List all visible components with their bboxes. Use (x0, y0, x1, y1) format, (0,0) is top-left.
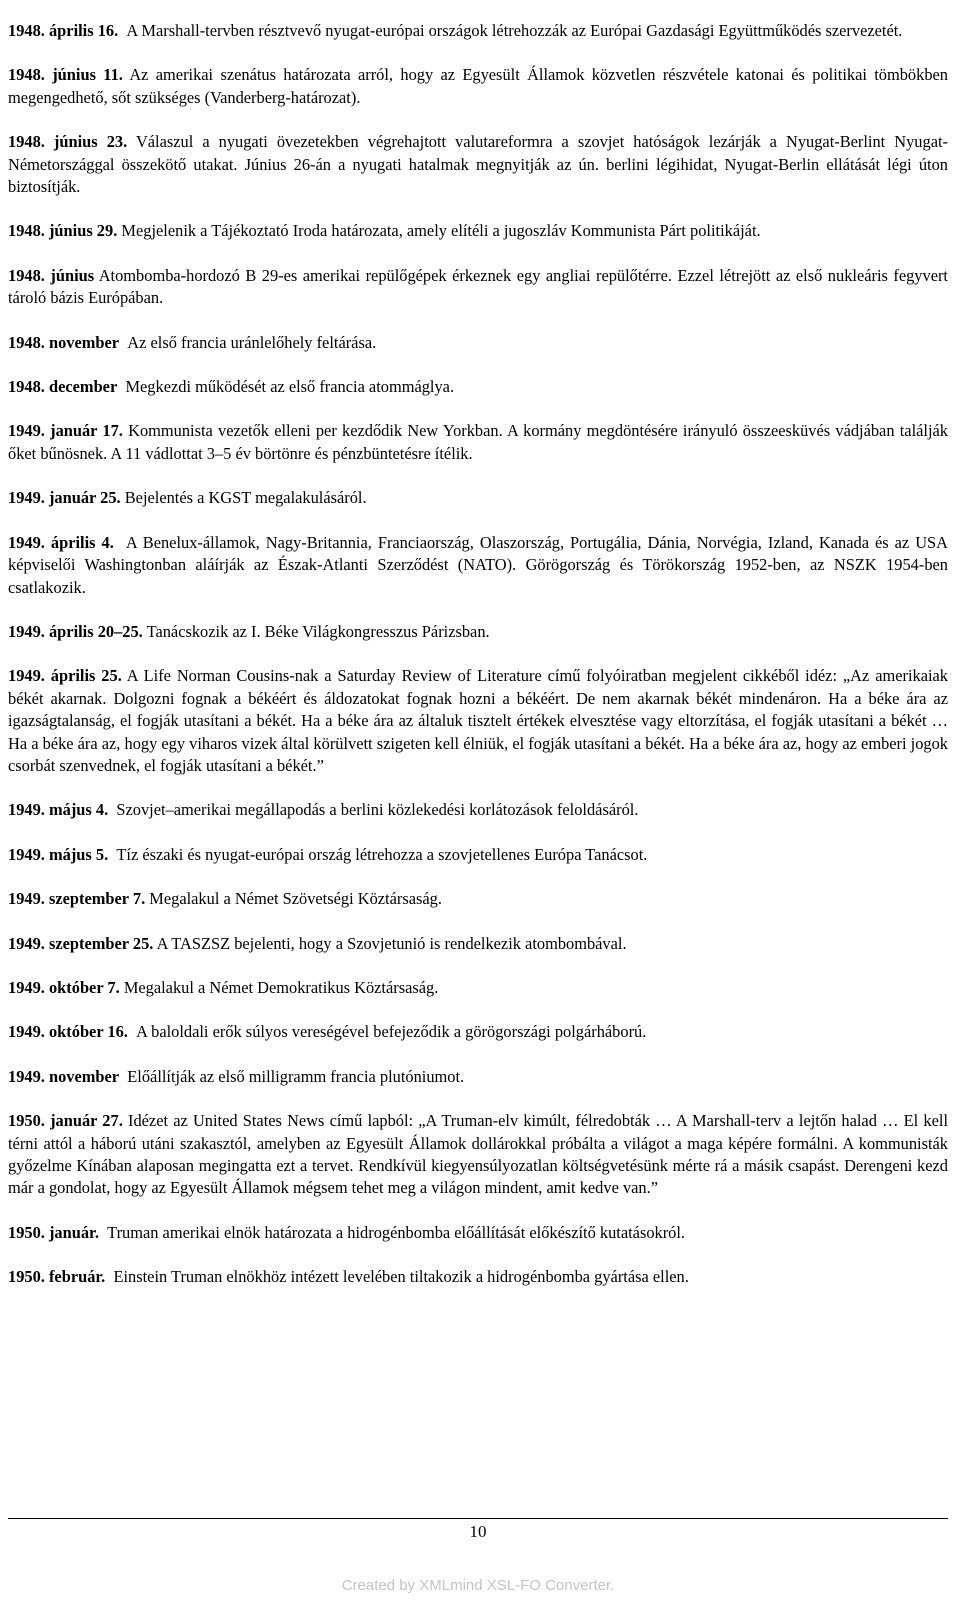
chronology-entry (8, 1222, 948, 1244)
entry-date: 1949. április 25. (8, 666, 122, 686)
chronology-entry (8, 64, 948, 109)
page-number: 10 (469, 1522, 487, 1541)
entry-text: Kommunista vezetők elleni per kezdődik New Yorkban. A kormány megdöntésére irányuló összeesküvés vádjában találják őket bűnösnek. A 11 vádlottat 3–5 év börtönre és pénzbüntetésre ítélik. (8, 421, 948, 463)
chronology-entry (8, 265, 948, 310)
entry-text: A baloldali erők súlyos vereségével befejeződik a görögországi polgárháború. (136, 1022, 647, 1042)
entry-text: Válaszul a nyugati övezetekben végrehajtott valutareformra a szovjet hatóságok lezárják a Nyugat-Berlint Nyugat-Németországgal összekötő utakat. Június 26-án a nyugati hatalmak megnyitják az ún. berlini légihidat, Nyugat-Berlin ellátását légi úton biztosítják. (8, 132, 948, 197)
entry-date: 1948. június 23. (8, 132, 128, 152)
chronology-entry (8, 1266, 948, 1288)
chronology-entry (8, 621, 948, 643)
entry-date: 1949. április 4. (8, 532, 114, 552)
entry-text: Bejelentés a KGST megalakulásáról. (124, 488, 367, 508)
entry-date: 1949. január 25. (8, 488, 121, 508)
chronology-entry (8, 332, 948, 354)
entry-text: Atombomba-hordozó B 29-es amerikai repülőgépek érkeznek egy angliai repülőtérre. Ezzel létrejött az első nukleáris fegyvert tároló bázis Európában. (8, 265, 948, 308)
entry-date: 1949. május 4. (8, 800, 109, 820)
entry-text: A Life Norman Cousins-nak a Saturday Review of Literature című folyóiratban megjelent cikkéből idéz: „Az amerikaiak békét akarnak. Dolgozni fognak a békéért és áldozatokat fognak hozni a békéért. De nem akarnak békét mindenáron. Ha a béke ára az igazságtalanság, el fogják utasítani a békét. Ha a béke ára az általuk tisztelt értékek elvesztése vagy eltorzítása, el fogják utasítani a békét … Ha a béke ára az, hogy egy viharos vizek által körülvett szigeten kell élniük, el fogják utasítani a békét. Ha a béke ára az, hogy az emberi jogok csorbát szenvednek, el fogják utasítani a békét.” (8, 666, 948, 775)
entry-text: Megalakul a Német Szövetségi Köztársaság. (149, 889, 442, 909)
chronology-entry (8, 665, 948, 777)
entry-date: 1948. június 29. (8, 221, 118, 241)
entry-date: 1948. december (8, 377, 118, 397)
entry-date: 1949. október 7. (8, 977, 120, 997)
entry-text: A TASZSZ bejelenti, hogy a Szovjetunió is rendelkezik atombombával. (156, 933, 627, 953)
chronology-entry (8, 933, 948, 955)
chronology-entry (8, 420, 948, 465)
chronology-entry (8, 1066, 948, 1088)
footer-divider (8, 1518, 948, 1519)
document-body (8, 20, 948, 1311)
entry-text: Megkezdi működését az első francia atommáglya. (125, 377, 455, 397)
entry-text: Tíz északi és nyugat-európai ország létrehozza a szovjetellenes Európa Tanácsot. (116, 844, 648, 864)
chronology-entry (8, 799, 948, 821)
chronology-entry (8, 220, 948, 242)
converter-watermark: Created by XMLmind XSL-FO Converter. (341, 1577, 615, 1594)
entry-text: Einstein Truman elnökhöz intézett levelében tiltakozik a hidrogénbomba gyártása ellen. (113, 1267, 689, 1287)
chronology-entry (8, 1110, 948, 1200)
chronology-entry (8, 888, 948, 910)
entry-text: A Benelux-államok, Nagy-Britannia, Franciaország, Olaszország, Portugália, Dánia, Norvégia, Izland, Kanada és az USA képviselői Washingtonban aláírják az Észak-Atlanti Szerződést (NATO). Görögország és Törökország 1952-ben, az NSZK 1954-ben csatlakozik. (8, 532, 948, 597)
entry-date: 1949. október 16. (8, 1022, 128, 1042)
entry-text: Idézet az United States News című lapból: „A Truman-elv kimúlt, félredobták … A Marshall-terv a lejtőn halad … El kell térni attól a háború utáni szakasztól, amelyben az Egyesült Államok dollárokkal próbálta a világot a maga képére formálni. A kommunisták győzelme Kínában alaposan megingatta ezt a tervet. Rendkívül kiegyensúlyozatlan költségvetésünk mérte rá a másik csapást. Derengeni kezd már a gondolat, hogy az Egyesült Államok mégsem tehet meg a világon mindent, amit kedve van.” (8, 1111, 948, 1198)
chronology-entry (8, 977, 948, 999)
entry-date: 1949. április 20–25. (8, 621, 143, 641)
entry-text: Szovjet–amerikai megállapodás a berlini közlekedési korlátozások feloldásáról. (116, 800, 639, 820)
entry-date: 1949. szeptember 25. (8, 933, 154, 953)
entry-date: 1949. január 17. (8, 421, 123, 441)
chronology-entry (8, 1021, 948, 1043)
entry-date: 1950. február. (8, 1267, 106, 1287)
chronology-entry (8, 131, 948, 198)
chronology-entry (8, 844, 948, 866)
entry-text: Előállítják az első milligramm francia plutóniumot. (127, 1066, 465, 1086)
entry-date: 1949. november (8, 1066, 120, 1086)
entry-date: 1949. szeptember 7. (8, 889, 146, 909)
entry-date: 1948. november (8, 332, 120, 352)
entry-date: 1950. január 27. (8, 1111, 123, 1131)
entry-text: Megjelenik a Tájékoztató Iroda határozata, amely elítéli a jugoszláv Kommunista Párt politikáját. (121, 221, 761, 241)
entry-text: Megalakul a Német Demokratikus Köztársaság. (123, 977, 439, 997)
entry-text: Az amerikai szenátus határozata arról, hogy az Egyesült Államok közvetlen részvétele katonai és politikai tömbökben megengedhető, sőt szükséges (Vanderberg-határozat). (8, 65, 948, 107)
entry-date: 1948. június (8, 265, 95, 285)
entry-text: Truman amerikai elnök határozata a hidrogénbomba előállítását előkészítő kutatásokról. (107, 1222, 686, 1242)
chronology-entry (8, 532, 948, 599)
entry-text: Az első francia uránlelőhely feltárása. (127, 332, 377, 352)
entry-text: A Marshall-tervben résztvevő nyugat-európai országok létrehozzák az Európai Gazdasági Együttműködés szervezetét. (126, 21, 903, 40)
entry-text: Tanácskozik az I. Béke Világkongresszus Párizsban. (146, 621, 490, 641)
chronology-entry (8, 376, 948, 398)
entry-date: 1949. május 5. (8, 844, 109, 864)
chronology-entry (8, 487, 948, 509)
chronology-entry (8, 20, 948, 42)
entry-date: 1948. június 11. (8, 65, 123, 85)
entry-date: 1950. január. (8, 1222, 99, 1242)
entry-date: 1948. április 16. (8, 21, 119, 40)
